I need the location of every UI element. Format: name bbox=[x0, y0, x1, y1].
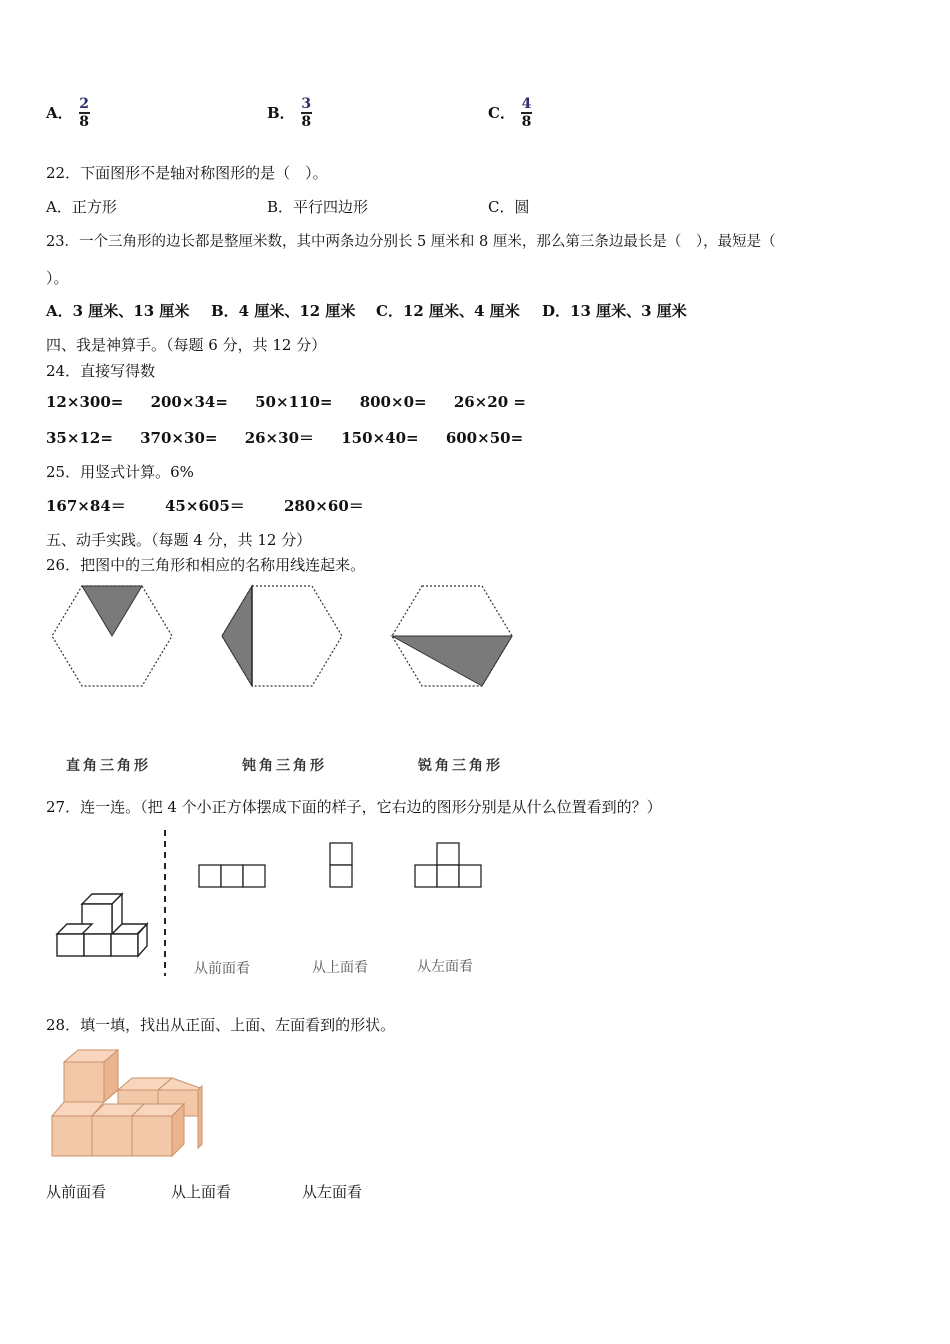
q22-option-b[interactable]: B．平行四边形 bbox=[267, 198, 369, 216]
shaded-triangle bbox=[392, 636, 512, 686]
calc-item: 600×50= bbox=[445, 429, 524, 447]
section-5-title: 五、动手实践。（每题 4 分，共 12 分） bbox=[46, 531, 312, 549]
q24-row-2 bbox=[46, 427, 545, 448]
label-front-view[interactable]: 从前面看 bbox=[46, 1183, 107, 1201]
calc-item: 35×12= bbox=[46, 429, 113, 447]
calc-item: 800×0= bbox=[359, 393, 427, 411]
label-left-view[interactable]: 从左面看 bbox=[417, 959, 473, 975]
hexagon-figure-2 bbox=[218, 582, 348, 694]
q21-option-c[interactable] bbox=[488, 96, 532, 130]
label-top-view[interactable]: 从上面看 bbox=[312, 960, 368, 976]
q23-option-d[interactable]: D．13 厘米、3 厘米 bbox=[542, 302, 687, 320]
option-letter: B． bbox=[267, 104, 295, 123]
denominator: 8 bbox=[79, 113, 90, 130]
shaded-triangle bbox=[222, 586, 252, 686]
calc-item: 12×300= bbox=[46, 393, 124, 411]
numerator: 4 bbox=[521, 96, 532, 112]
section-4-title: 四、我是神算手。（每题 6 分，共 12 分） bbox=[46, 336, 327, 354]
q23-option-c[interactable]: C．12 厘米、4 厘米 bbox=[376, 302, 520, 320]
calc-item: 167×84＝ bbox=[46, 497, 126, 515]
q21-option-b[interactable] bbox=[267, 96, 312, 130]
q28-question: 28．填一填，找出从正面、上面、左面看到的形状。 bbox=[46, 1016, 396, 1034]
calc-item: 45×605＝ bbox=[165, 497, 245, 515]
view-two-stacked bbox=[329, 842, 353, 888]
label-acute-triangle[interactable]: 锐角三角形 bbox=[418, 758, 503, 774]
option-letter: A． bbox=[46, 104, 73, 123]
q23-question-cont: ）。 bbox=[46, 269, 69, 287]
label-left-view[interactable]: 从左面看 bbox=[302, 1183, 363, 1201]
numerator: 2 bbox=[79, 96, 90, 112]
dashed-divider bbox=[163, 830, 167, 976]
hexagon-figure-1 bbox=[48, 582, 178, 694]
q26-question: 26．把图中的三角形和相应的名称用线连起来。 bbox=[46, 556, 366, 574]
denominator: 8 bbox=[521, 113, 532, 130]
q24-question: 24．直接写得数 bbox=[46, 362, 156, 380]
fraction bbox=[79, 96, 90, 130]
calc-item: 370×30= bbox=[140, 429, 218, 447]
view-t-shape bbox=[414, 842, 482, 888]
q23-question: 23．一个三角形的边长都是整厘米数，其中两条边分别长 5 厘米和 8 厘米，那么第三条边最长是（ ），最短是（ bbox=[46, 234, 776, 250]
peach-cube-stack bbox=[50, 1048, 206, 1160]
q23-option-a[interactable]: A．3 厘米、13 厘米 bbox=[46, 302, 190, 320]
q23-option-b[interactable]: B．4 厘米、12 厘米 bbox=[211, 302, 356, 320]
fraction bbox=[301, 96, 312, 130]
shaded-triangle bbox=[82, 586, 142, 636]
q22-option-c[interactable]: C．圆 bbox=[488, 198, 530, 216]
calc-item: 26×20 = bbox=[453, 393, 526, 411]
hexagon-figure-3 bbox=[388, 582, 518, 694]
label-top-view[interactable]: 从上面看 bbox=[171, 1183, 232, 1201]
denominator: 8 bbox=[301, 113, 312, 130]
option-letter: C． bbox=[488, 104, 515, 123]
q21-option-a[interactable] bbox=[46, 96, 90, 130]
label-obtuse-triangle[interactable]: 钝角三角形 bbox=[242, 758, 327, 774]
label-right-triangle[interactable]: 直角三角形 bbox=[66, 758, 151, 774]
q22-question: 22．下面图形不是轴对称图形的是（ ）。 bbox=[46, 164, 328, 182]
fraction bbox=[521, 96, 532, 130]
label-front-view[interactable]: 从前面看 bbox=[194, 961, 250, 977]
q25-question: 25．用竖式计算。6% bbox=[46, 463, 194, 481]
calc-item: 200×34= bbox=[150, 393, 228, 411]
calc-item: 280×60＝ bbox=[284, 497, 364, 515]
q22-option-a[interactable]: A．正方形 bbox=[46, 198, 117, 216]
calc-item: 150×40= bbox=[341, 429, 419, 447]
calc-item: 50×110= bbox=[255, 393, 333, 411]
numerator: 3 bbox=[301, 96, 312, 112]
cube-stack-3d bbox=[52, 886, 152, 958]
view-three-in-row bbox=[198, 864, 266, 888]
calc-item: 26×30＝ bbox=[244, 429, 315, 447]
q27-question: 27．连一连。（把 4 个小正方体摆成下面的样子，它右边的图形分别是从什么位置看到的？） bbox=[46, 798, 662, 816]
q25-row bbox=[46, 495, 386, 516]
q24-row-1 bbox=[46, 393, 548, 411]
